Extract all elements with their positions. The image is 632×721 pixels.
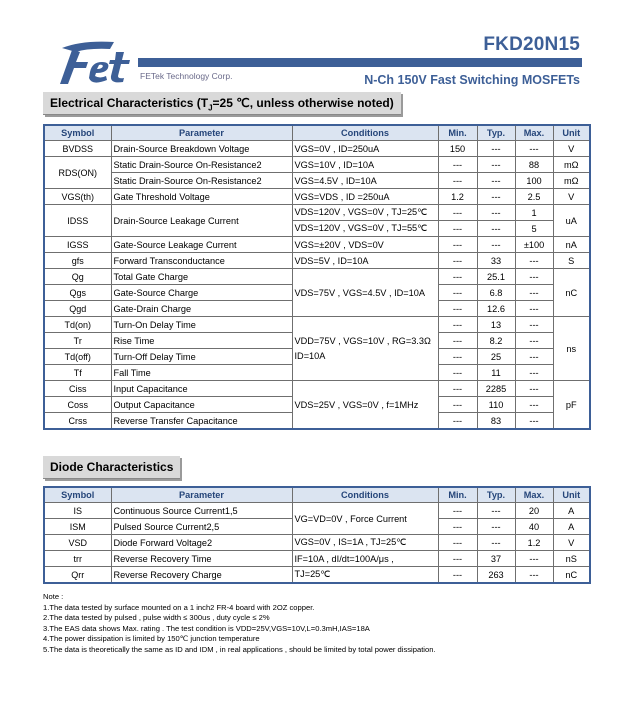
parameter-cell: Reverse Transfer Capacitance <box>111 413 292 430</box>
typ-cell: --- <box>477 205 515 221</box>
parameter-cell: Diode Forward Voltage2 <box>111 535 292 551</box>
parameter-cell: Total Gate Charge <box>111 269 292 285</box>
max-cell: --- <box>515 333 553 349</box>
condition-cell: VG=VD=0V , Force Current <box>292 503 438 535</box>
note-item: 4.The power dissipation is limited by 150℃ junction temperature <box>43 634 260 644</box>
table-row <box>44 503 590 519</box>
diode-table <box>43 486 591 584</box>
table-row <box>44 141 590 157</box>
condition-cell: VDS=75V , VGS=4.5V , ID=10A <box>292 269 438 317</box>
condition-cell: VGS=0V , ID=250uA <box>292 141 438 157</box>
typ-cell: 13 <box>477 317 515 333</box>
max-cell: 2.5 <box>515 189 553 205</box>
min-cell: --- <box>438 381 477 397</box>
electrical-table <box>43 124 591 430</box>
parameter-cell: Gate Threshold Voltage <box>111 189 292 205</box>
condition-cell: TJ=25℃ <box>292 567 438 584</box>
min-cell: --- <box>438 333 477 349</box>
parameter-cell: Gate-Source Leakage Current <box>111 237 292 253</box>
min-cell: --- <box>438 237 477 253</box>
unit-cell: pF <box>553 381 590 430</box>
condition-cell: VGS=0V , IS=1A , TJ=25℃ <box>292 535 438 551</box>
min-cell: --- <box>438 269 477 285</box>
symbol-cell: trr <box>44 551 111 567</box>
table-row <box>44 269 590 285</box>
table-row <box>44 551 590 567</box>
unit-cell: nC <box>553 567 590 584</box>
col-min: Min. <box>438 125 477 141</box>
parameter-cell: Static Drain-Source On-Resistance2 <box>111 157 292 173</box>
min-cell: --- <box>438 503 477 519</box>
max-cell: 20 <box>515 503 553 519</box>
typ-cell: 33 <box>477 253 515 269</box>
note-item: 1.The data tested by surface mounted on a 1 inch2 FR-4 board with 2OZ copper. <box>43 602 315 612</box>
col-symbol: Symbol <box>44 487 111 503</box>
min-cell: --- <box>438 173 477 189</box>
typ-cell: 25.1 <box>477 269 515 285</box>
unit-cell: ns <box>553 317 590 381</box>
symbol-cell: Td(off) <box>44 349 111 365</box>
header-bar <box>138 58 582 67</box>
typ-cell: --- <box>477 221 515 237</box>
symbol-cell: Qg <box>44 269 111 285</box>
typ-cell: 25 <box>477 349 515 365</box>
note-item: 5.The data is theoretically the same as ID and IDM , in real applications , should be limited by total power dissipation. <box>43 644 436 654</box>
symbol-cell: VSD <box>44 535 111 551</box>
typ-cell: --- <box>477 157 515 173</box>
min-cell: --- <box>438 253 477 269</box>
min-cell: --- <box>438 551 477 567</box>
max-cell: 5 <box>515 221 553 237</box>
max-cell: --- <box>515 551 553 567</box>
col-max: Max. <box>515 125 553 141</box>
condition-cell <box>292 317 438 381</box>
max-cell: ±100 <box>515 237 553 253</box>
typ-cell: --- <box>477 141 515 157</box>
symbol-cell: Qgs <box>44 285 111 301</box>
note-item: 2.The data tested by pulsed , pulse width ≤ 300us , duty cycle ≤ 2% <box>43 613 270 623</box>
typ-cell: 6.8 <box>477 285 515 301</box>
parameter-cell: Pulsed Source Current2,5 <box>111 519 292 535</box>
unit-cell: uA <box>553 205 590 237</box>
table-row <box>44 535 590 551</box>
symbol-cell: IDSS <box>44 205 111 237</box>
symbol-cell: Tr <box>44 333 111 349</box>
parameter-cell: Static Drain-Source On-Resistance2 <box>111 173 292 189</box>
note-item: 3.The EAS data shows Max. rating . The test condition is VDD=25V,VGS=10V,L=0.3mH,IAS=18A <box>43 623 370 633</box>
max-cell: --- <box>515 253 553 269</box>
min-cell: --- <box>438 317 477 333</box>
max-cell: 88 <box>515 157 553 173</box>
typ-cell: 110 <box>477 397 515 413</box>
condition-cell: VGS=4.5V , ID=10A <box>292 173 438 189</box>
max-cell: --- <box>515 349 553 365</box>
typ-cell: 8.2 <box>477 333 515 349</box>
unit-cell: V <box>553 141 590 157</box>
col-conditions: Conditions <box>292 487 438 503</box>
company-name: FETek Technology Corp. <box>140 71 233 81</box>
max-cell: --- <box>515 381 553 397</box>
table-row <box>44 253 590 269</box>
table-row <box>44 173 590 189</box>
condition-cell: VGS=±20V , VDS=0V <box>292 237 438 253</box>
typ-cell: --- <box>477 189 515 205</box>
table-header-row <box>44 487 590 503</box>
symbol-cell: VGS(th) <box>44 189 111 205</box>
col-unit: Unit <box>553 125 590 141</box>
min-cell: --- <box>438 157 477 173</box>
symbol-cell: gfs <box>44 253 111 269</box>
table-row <box>44 237 590 253</box>
condition-cell: VGS=VDS , ID =250uA <box>292 189 438 205</box>
condition-cell: VDS=25V , VGS=0V , f=1MHz <box>292 381 438 430</box>
symbol-cell: BVDSS <box>44 141 111 157</box>
min-cell: --- <box>438 285 477 301</box>
col-parameter: Parameter <box>111 125 292 141</box>
col-symbol: Symbol <box>44 125 111 141</box>
electrical-section-title: Electrical Characteristics ($T_J=25$ ℃, unless otherwise noted) <box>43 92 401 115</box>
condition-cell: VGS=10V , ID=10A <box>292 157 438 173</box>
max-cell: --- <box>515 141 553 157</box>
symbol-cell: RDS(ON) <box>44 157 111 189</box>
typ-cell: 83 <box>477 413 515 430</box>
typ-cell: --- <box>477 503 515 519</box>
min-cell: --- <box>438 413 477 430</box>
col-unit: Unit <box>553 487 590 503</box>
symbol-cell: Qgd <box>44 301 111 317</box>
parameter-cell: Output Capacitance <box>111 397 292 413</box>
diode-section-title: Diode Characteristics <box>43 456 180 479</box>
unit-cell: V <box>553 535 590 551</box>
max-cell: 1.2 <box>515 535 553 551</box>
max-cell: --- <box>515 413 553 430</box>
min-cell: 150 <box>438 141 477 157</box>
notes-title: Note : <box>43 592 64 601</box>
min-cell: --- <box>438 519 477 535</box>
unit-cell: mΩ <box>553 173 590 189</box>
condition-cell: IF=10A , dI/dt=100A/μs , <box>292 551 438 567</box>
symbol-cell: Tf <box>44 365 111 381</box>
max-cell: --- <box>515 397 553 413</box>
typ-cell: 263 <box>477 567 515 584</box>
min-cell: --- <box>438 567 477 584</box>
typ-cell: --- <box>477 535 515 551</box>
max-cell: --- <box>515 365 553 381</box>
table-row <box>44 205 590 221</box>
min-cell: --- <box>438 535 477 551</box>
typ-cell: 37 <box>477 551 515 567</box>
table-row <box>44 189 590 205</box>
condition-cell: VDS=120V , VGS=0V , TJ=25℃ <box>292 205 438 221</box>
max-cell: --- <box>515 301 553 317</box>
min-cell: --- <box>438 349 477 365</box>
min-cell: --- <box>438 205 477 221</box>
table-row <box>44 317 590 333</box>
parameter-cell: Input Capacitance <box>111 381 292 397</box>
parameter-cell: Turn-Off Delay Time <box>111 349 292 365</box>
condition-line: VDD=75V , VGS=10V , RG=3.3Ω <box>294 336 431 346</box>
symbol-cell: Ciss <box>44 381 111 397</box>
table-row <box>44 381 590 397</box>
max-cell: 100 <box>515 173 553 189</box>
max-cell: --- <box>515 269 553 285</box>
typ-cell: 2285 <box>477 381 515 397</box>
parameter-cell: Drain-Source Breakdown Voltage <box>111 141 292 157</box>
symbol-cell: Qrr <box>44 567 111 584</box>
parameter-cell: Turn-On Delay Time <box>111 317 292 333</box>
typ-cell: --- <box>477 519 515 535</box>
min-cell: --- <box>438 301 477 317</box>
max-cell: --- <box>515 317 553 333</box>
min-cell: --- <box>438 365 477 381</box>
table-row <box>44 567 590 584</box>
min-cell: --- <box>438 221 477 237</box>
fetek-logo <box>52 36 142 88</box>
parameter-cell: Continuous Source Current1,5 <box>111 503 292 519</box>
typ-cell: --- <box>477 237 515 253</box>
table-header-row <box>44 125 590 141</box>
symbol-cell: IGSS <box>44 237 111 253</box>
symbol-cell: Coss <box>44 397 111 413</box>
parameter-cell: Drain-Source Leakage Current <box>111 205 292 237</box>
parameter-cell: Forward Transconductance <box>111 253 292 269</box>
col-conditions: Conditions <box>292 125 438 141</box>
unit-cell: S <box>553 253 590 269</box>
parameter-cell: Fall Time <box>111 365 292 381</box>
unit-cell: A <box>553 519 590 535</box>
unit-cell: nA <box>553 237 590 253</box>
col-parameter: Parameter <box>111 487 292 503</box>
max-cell: 1 <box>515 205 553 221</box>
condition-cell: VDS=5V , ID=10A <box>292 253 438 269</box>
symbol-cell: ISM <box>44 519 111 535</box>
typ-cell: --- <box>477 173 515 189</box>
unit-cell: mΩ <box>553 157 590 173</box>
parameter-cell: Gate-Source Charge <box>111 285 292 301</box>
unit-cell: nS <box>553 551 590 567</box>
table-row <box>44 157 590 173</box>
parameter-cell: Gate-Drain Charge <box>111 301 292 317</box>
typ-cell: 11 <box>477 365 515 381</box>
max-cell: 40 <box>515 519 553 535</box>
typ-cell: 12.6 <box>477 301 515 317</box>
condition-line: ID=10A <box>294 351 326 361</box>
min-cell: --- <box>438 397 477 413</box>
parameter-cell: Reverse Recovery Time <box>111 551 292 567</box>
symbol-cell: IS <box>44 503 111 519</box>
col-max: Max. <box>515 487 553 503</box>
col-typ: Typ. <box>477 487 515 503</box>
parameter-cell: Reverse Recovery Charge <box>111 567 292 584</box>
parameter-cell: Rise Time <box>111 333 292 349</box>
col-typ: Typ. <box>477 125 515 141</box>
part-subtitle: N-Ch 150V Fast Switching MOSFETs <box>364 73 580 87</box>
max-cell: --- <box>515 285 553 301</box>
col-min: Min. <box>438 487 477 503</box>
min-cell: 1.2 <box>438 189 477 205</box>
condition-cell: VDS=120V , VGS=0V , TJ=55℃ <box>292 221 438 237</box>
symbol-cell: Td(on) <box>44 317 111 333</box>
notes-block <box>43 592 436 656</box>
max-cell: --- <box>515 567 553 584</box>
unit-cell: A <box>553 503 590 519</box>
part-number: FKD20N15 <box>483 34 580 55</box>
unit-cell: V <box>553 189 590 205</box>
symbol-cell: Crss <box>44 413 111 430</box>
unit-cell: nC <box>553 269 590 317</box>
